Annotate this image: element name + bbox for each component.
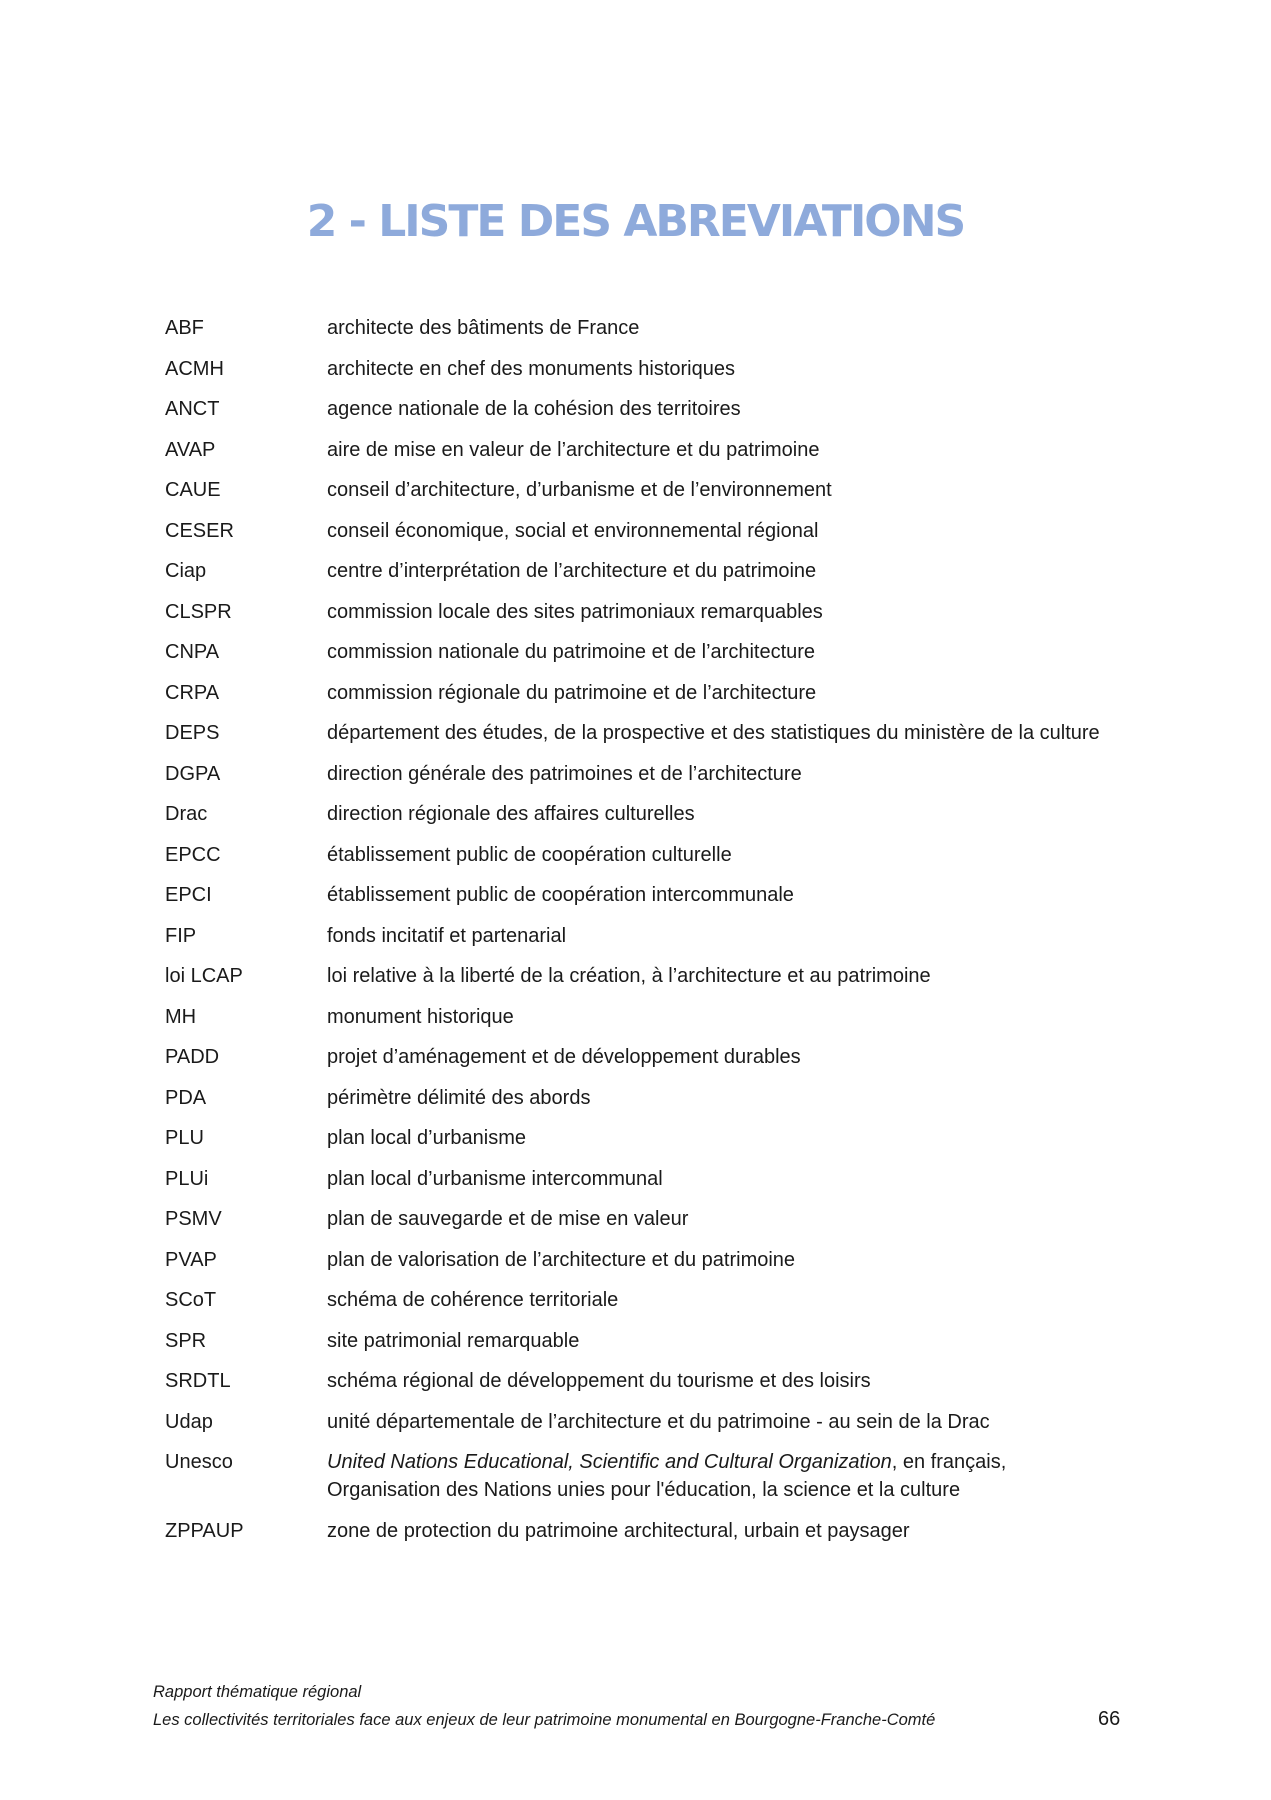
abbreviation-term: CAUE [165,479,221,501]
abbreviation-definition: établissement public de coopération intercommunale [327,884,794,906]
abbreviation-definition: établissement public de coopération culturelle [327,843,732,866]
abbreviation-term: SPR [165,1329,207,1352]
abbreviation-row [165,841,1125,869]
abbreviation-row [165,517,1125,545]
footer-report-title: Les collectivités territoriales face aux enjeux de leur patrimoine monumental en Bourgogne-Franche-Comté [153,1711,936,1729]
footer-report-type: Rapport thématique régional [153,1683,362,1701]
abbreviation-term: PLUi [165,1167,209,1190]
abbreviation-term: Udap [165,1410,213,1433]
abbreviation-term: SRDTL [165,1370,231,1392]
abbreviation-term: FIP [165,924,197,947]
abbreviation-definition [327,1448,1125,1504]
abbreviation-definition: aire de mise en valeur de l’architecture et du patrimoine [327,438,820,461]
abbreviation-term: MH [165,1005,197,1028]
abbreviation-definition: commission locale des sites patrimoniaux remarquables [327,600,823,623]
abbreviation-term: Unesco [165,1451,233,1473]
page-title: 2 - LISTE DES ABREVIATIONS [306,196,965,247]
abbreviation-definition: conseil économique, social et environnemental régional [327,519,819,542]
abbreviation-definition: architecte en chef des monuments historiques [327,357,735,380]
abbreviation-definition-text: , en français, Organisation des Nations unies pour l'éducation, la science et la culture [327,1451,1007,1501]
abbreviation-definition: direction générale des patrimoines et de l’architecture [327,762,802,785]
abbreviation-row [165,598,1125,626]
abbreviation-term: ZPPAUP [165,1519,244,1542]
abbreviation-term: Ciap [165,560,207,582]
abbreviation-definition: zone de protection du patrimoine architectural, urbain et paysager [327,1519,910,1542]
abbreviation-term: ABF [165,317,204,339]
abbreviation-term: CRPA [165,681,220,704]
abbreviation-row [165,476,1125,504]
abbreviation-definition: loi relative à la liberté de la création, à l’architecture et au patrimoine [327,965,931,987]
abbreviation-row [165,922,1125,950]
abbreviation-term: AVAP [165,438,216,461]
abbreviation-row [165,355,1125,383]
abbreviation-term: loi LCAP [165,965,243,987]
abbreviation-row [165,719,1125,747]
abbreviation-term: PSMV [165,1208,222,1230]
abbreviation-definition: schéma régional de développement du tourisme et des loisirs [327,1370,871,1392]
abbreviation-term: CESER [165,519,234,542]
abbreviation-term: DGPA [165,762,221,785]
abbreviation-row [165,395,1125,423]
abbreviation-row [165,1367,1125,1395]
abbreviation-row [165,1205,1125,1233]
abbreviation-definition: plan local d’urbanisme [327,1127,527,1149]
abbreviation-row [165,1286,1125,1314]
abbreviation-definition: monument historique [327,1005,514,1028]
abbreviation-term: PDA [165,1086,207,1109]
abbreviation-definition: plan de valorisation de l’architecture et du patrimoine [327,1248,796,1271]
abbreviation-row [165,962,1125,990]
abbreviation-row [165,1084,1125,1112]
abbreviation-definition: centre d’interprétation de l’architecture et du patrimoine [327,560,817,582]
footer [153,1678,1123,1734]
abbreviation-row [165,881,1125,909]
abbreviation-row [165,1517,1125,1545]
abbreviation-definition: unité départementale de l’architecture et du patrimoine - au sein de la Drac [327,1410,990,1433]
abbreviation-definition: site patrimonial remarquable [327,1329,580,1352]
abbreviation-row [165,800,1125,828]
abbreviation-term: CLSPR [165,600,232,623]
abbreviation-row [165,1124,1125,1152]
abbreviation-term: EPCI [165,884,212,906]
abbreviation-term: SCoT [165,1289,217,1311]
abbreviation-row [165,314,1125,342]
abbreviation-definition: commission régionale du patrimoine et de l’architecture [327,681,817,704]
abbreviation-term: PLU [165,1127,204,1149]
abbreviation-definition: direction régionale des affaires culturelles [327,803,695,825]
abbreviation-row [165,1408,1125,1436]
abbreviation-row [165,1327,1125,1355]
abbreviation-definition: conseil d’architecture, d’urbanisme et de l’environnement [327,479,832,501]
abbreviation-definition: commission nationale du patrimoine et de l’architecture [327,641,816,663]
abbreviation-row [165,436,1125,464]
abbreviation-definition: plan de sauvegarde et de mise en valeur [327,1208,689,1230]
abbreviation-row [165,557,1125,585]
abbreviation-term: CNPA [165,641,220,663]
page-number: 66 [1098,1708,1121,1730]
abbreviation-list [165,314,1125,1557]
abbreviation-definition: périmètre délimité des abords [327,1086,591,1109]
abbreviation-term: PADD [165,1046,220,1068]
abbreviation-term: PVAP [165,1248,217,1271]
abbreviation-definition: plan local d’urbanisme intercommunal [327,1167,663,1190]
abbreviation-row [165,1246,1125,1274]
abbreviation-definition: architecte des bâtiments de France [327,317,640,339]
abbreviation-row [165,1003,1125,1031]
abbreviation-row [165,679,1125,707]
abbreviation-definition-italic: United Nations Educational, Scientific and Cultural Organization [327,1451,892,1473]
abbreviation-term: ACMH [165,357,224,380]
abbreviation-definition: schéma de cohérence territoriale [327,1289,619,1311]
abbreviation-row [165,1165,1125,1193]
abbreviation-term: Drac [165,803,208,825]
abbreviation-term: DEPS [165,722,220,744]
abbreviation-term: EPCC [165,843,221,866]
abbreviation-row [165,1448,1125,1504]
abbreviation-definition: département des études, de la prospective et des statistiques du ministère de la culture [327,722,1100,744]
abbreviation-row [165,1043,1125,1071]
abbreviation-definition: projet d’aménagement et de développement durables [327,1046,801,1068]
abbreviation-term: ANCT [165,398,220,420]
abbreviation-definition: fonds incitatif et partenarial [327,924,567,947]
abbreviation-definition: agence nationale de la cohésion des territoires [327,398,741,420]
abbreviation-row [165,760,1125,788]
abbreviation-row [165,638,1125,666]
